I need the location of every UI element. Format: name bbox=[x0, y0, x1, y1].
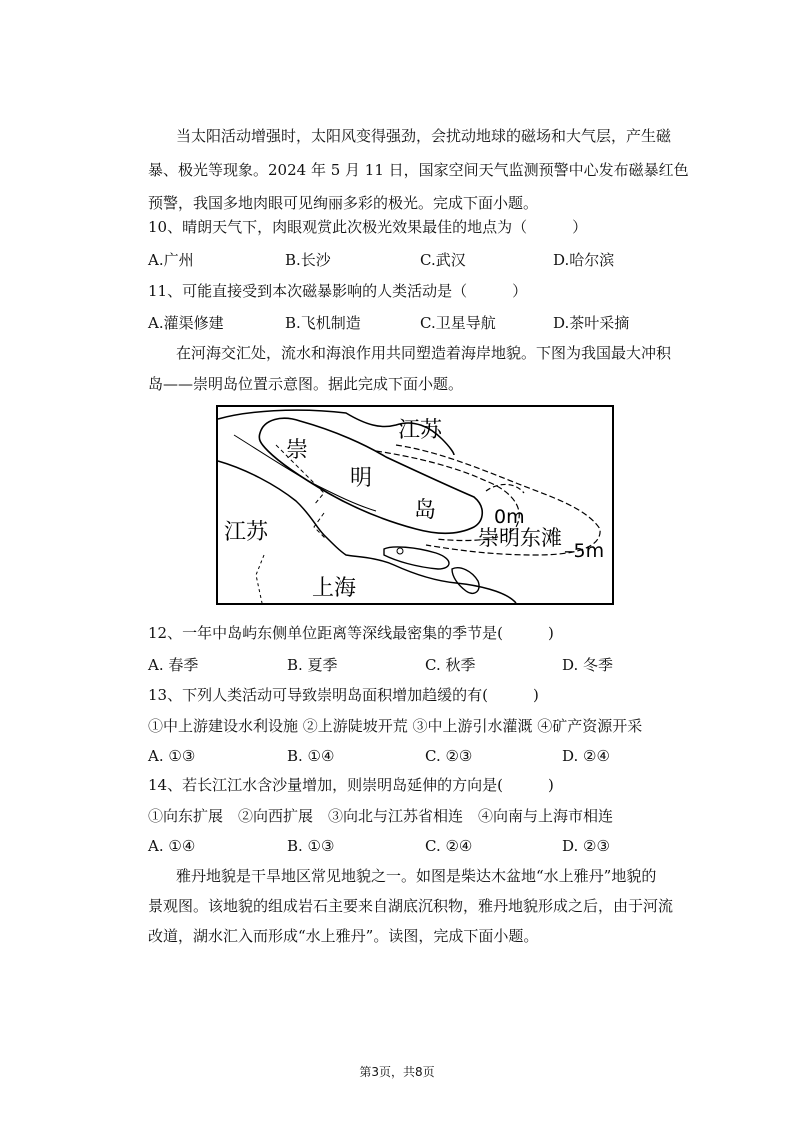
map-label-chong: 崇 bbox=[286, 438, 309, 463]
question-12-option-d: D. 冬季 bbox=[562, 656, 614, 674]
question-10-stem: 10、晴朗天气下，肉眼观赏此次极光效果最佳的地点为（ ） bbox=[148, 218, 588, 236]
question-14-option-c: C. ②④ bbox=[425, 837, 473, 855]
question-12-option-b: B. 夏季 bbox=[287, 656, 338, 674]
question-10-option-a: A.广州 bbox=[148, 251, 194, 269]
question-14-stem: 14、若长江江水含沙量增加，则崇明岛延伸的方向是( ) bbox=[148, 776, 554, 794]
question-12-stem: 12、一年中岛屿东侧单位距离等深线最密集的季节是( ) bbox=[148, 624, 554, 642]
question-11-option-b: B.飞机制造 bbox=[285, 314, 361, 332]
map-label-ming: 明 bbox=[350, 466, 373, 491]
map-label-jiangsu-left: 江苏 bbox=[224, 520, 269, 545]
map-label-0m: 0m bbox=[494, 506, 525, 528]
question-13-option-a: A. ①③ bbox=[148, 747, 196, 765]
question-14-option-a: A. ①④ bbox=[148, 837, 196, 855]
question-13-option-b: B. ①④ bbox=[287, 747, 335, 765]
map-label-shanghai: 上海 bbox=[312, 576, 357, 601]
question-14-items: ①向东扩展 ②向西扩展 ③向北与江苏省相连 ④向南与上海市相连 bbox=[148, 807, 614, 825]
passage-3-line-2: 景观图。该地貌的组成岩石主要来自湖底沉积物，雅丹地貌形成之后，由于河流 bbox=[148, 897, 674, 915]
passage-1-line-1: 当太阳活动增强时，太阳风变得强劲，会扰动地球的磁场和大气层，产生磁 bbox=[176, 127, 672, 145]
chongming-island-map bbox=[216, 405, 614, 605]
question-13-stem: 13、下列人类活动可导致崇明岛面积增加趋缓的有( ) bbox=[148, 686, 539, 704]
question-13-items: ①中上游建设水利设施 ②上游陡坡开荒 ③中上游引水灌溉 ④矿产资源开采 bbox=[148, 717, 643, 735]
map-label-minus-5m: –5m bbox=[564, 540, 605, 562]
passage-3-line-3: 改道，湖水汇入而形成“水上雅丹”。读图，完成下面小题。 bbox=[148, 927, 539, 945]
question-12-option-c: C. 秋季 bbox=[425, 656, 476, 674]
passage-1-line-2: 暴、极光等现象。2024 年 5 月 11 日，国家空间天气监测预警中心发布磁暴红色 bbox=[148, 161, 689, 179]
passage-1-line-3: 预警，我国多地肉眼可见绚丽多彩的极光。完成下面小题。 bbox=[148, 194, 539, 212]
passage-2-line-2: 岛——崇明岛位置示意图。据此完成下面小题。 bbox=[148, 375, 464, 393]
passage-3-line-1: 雅丹地貌是干旱地区常见地貌之一。如图是柴达木盆地“水上雅丹”地貌的 bbox=[176, 867, 657, 885]
question-12-option-a: A. 春季 bbox=[148, 656, 199, 674]
question-11-stem: 11、可能直接受到本次磁暴影响的人类活动是（ ） bbox=[148, 282, 528, 300]
page-footer: 第3页，共8页 bbox=[359, 1065, 435, 1079]
question-14-option-d: D. ②③ bbox=[562, 837, 610, 855]
question-10-option-d: D.哈尔滨 bbox=[553, 251, 615, 269]
question-11-option-a: A.灌渠修建 bbox=[148, 314, 224, 332]
map-label-jiangsu-top: 江苏 bbox=[398, 418, 443, 443]
question-13-option-d: D. ②④ bbox=[562, 747, 610, 765]
passage-2-line-1: 在河海交汇处，流水和海浪作用共同塑造着海岸地貌。下图为我国最大冲积 bbox=[176, 344, 672, 362]
question-10-option-c: C.武汉 bbox=[420, 251, 466, 269]
question-11-option-c: C.卫星导航 bbox=[420, 314, 496, 332]
question-11-option-d: D.茶叶采摘 bbox=[553, 314, 630, 332]
question-14-option-b: B. ①③ bbox=[287, 837, 335, 855]
map-label-dao: 岛 bbox=[414, 498, 437, 523]
map-label-dongtan: 崇明东滩 bbox=[478, 526, 562, 550]
question-10-option-b: B.长沙 bbox=[285, 251, 331, 269]
question-13-option-c: C. ②③ bbox=[425, 747, 473, 765]
